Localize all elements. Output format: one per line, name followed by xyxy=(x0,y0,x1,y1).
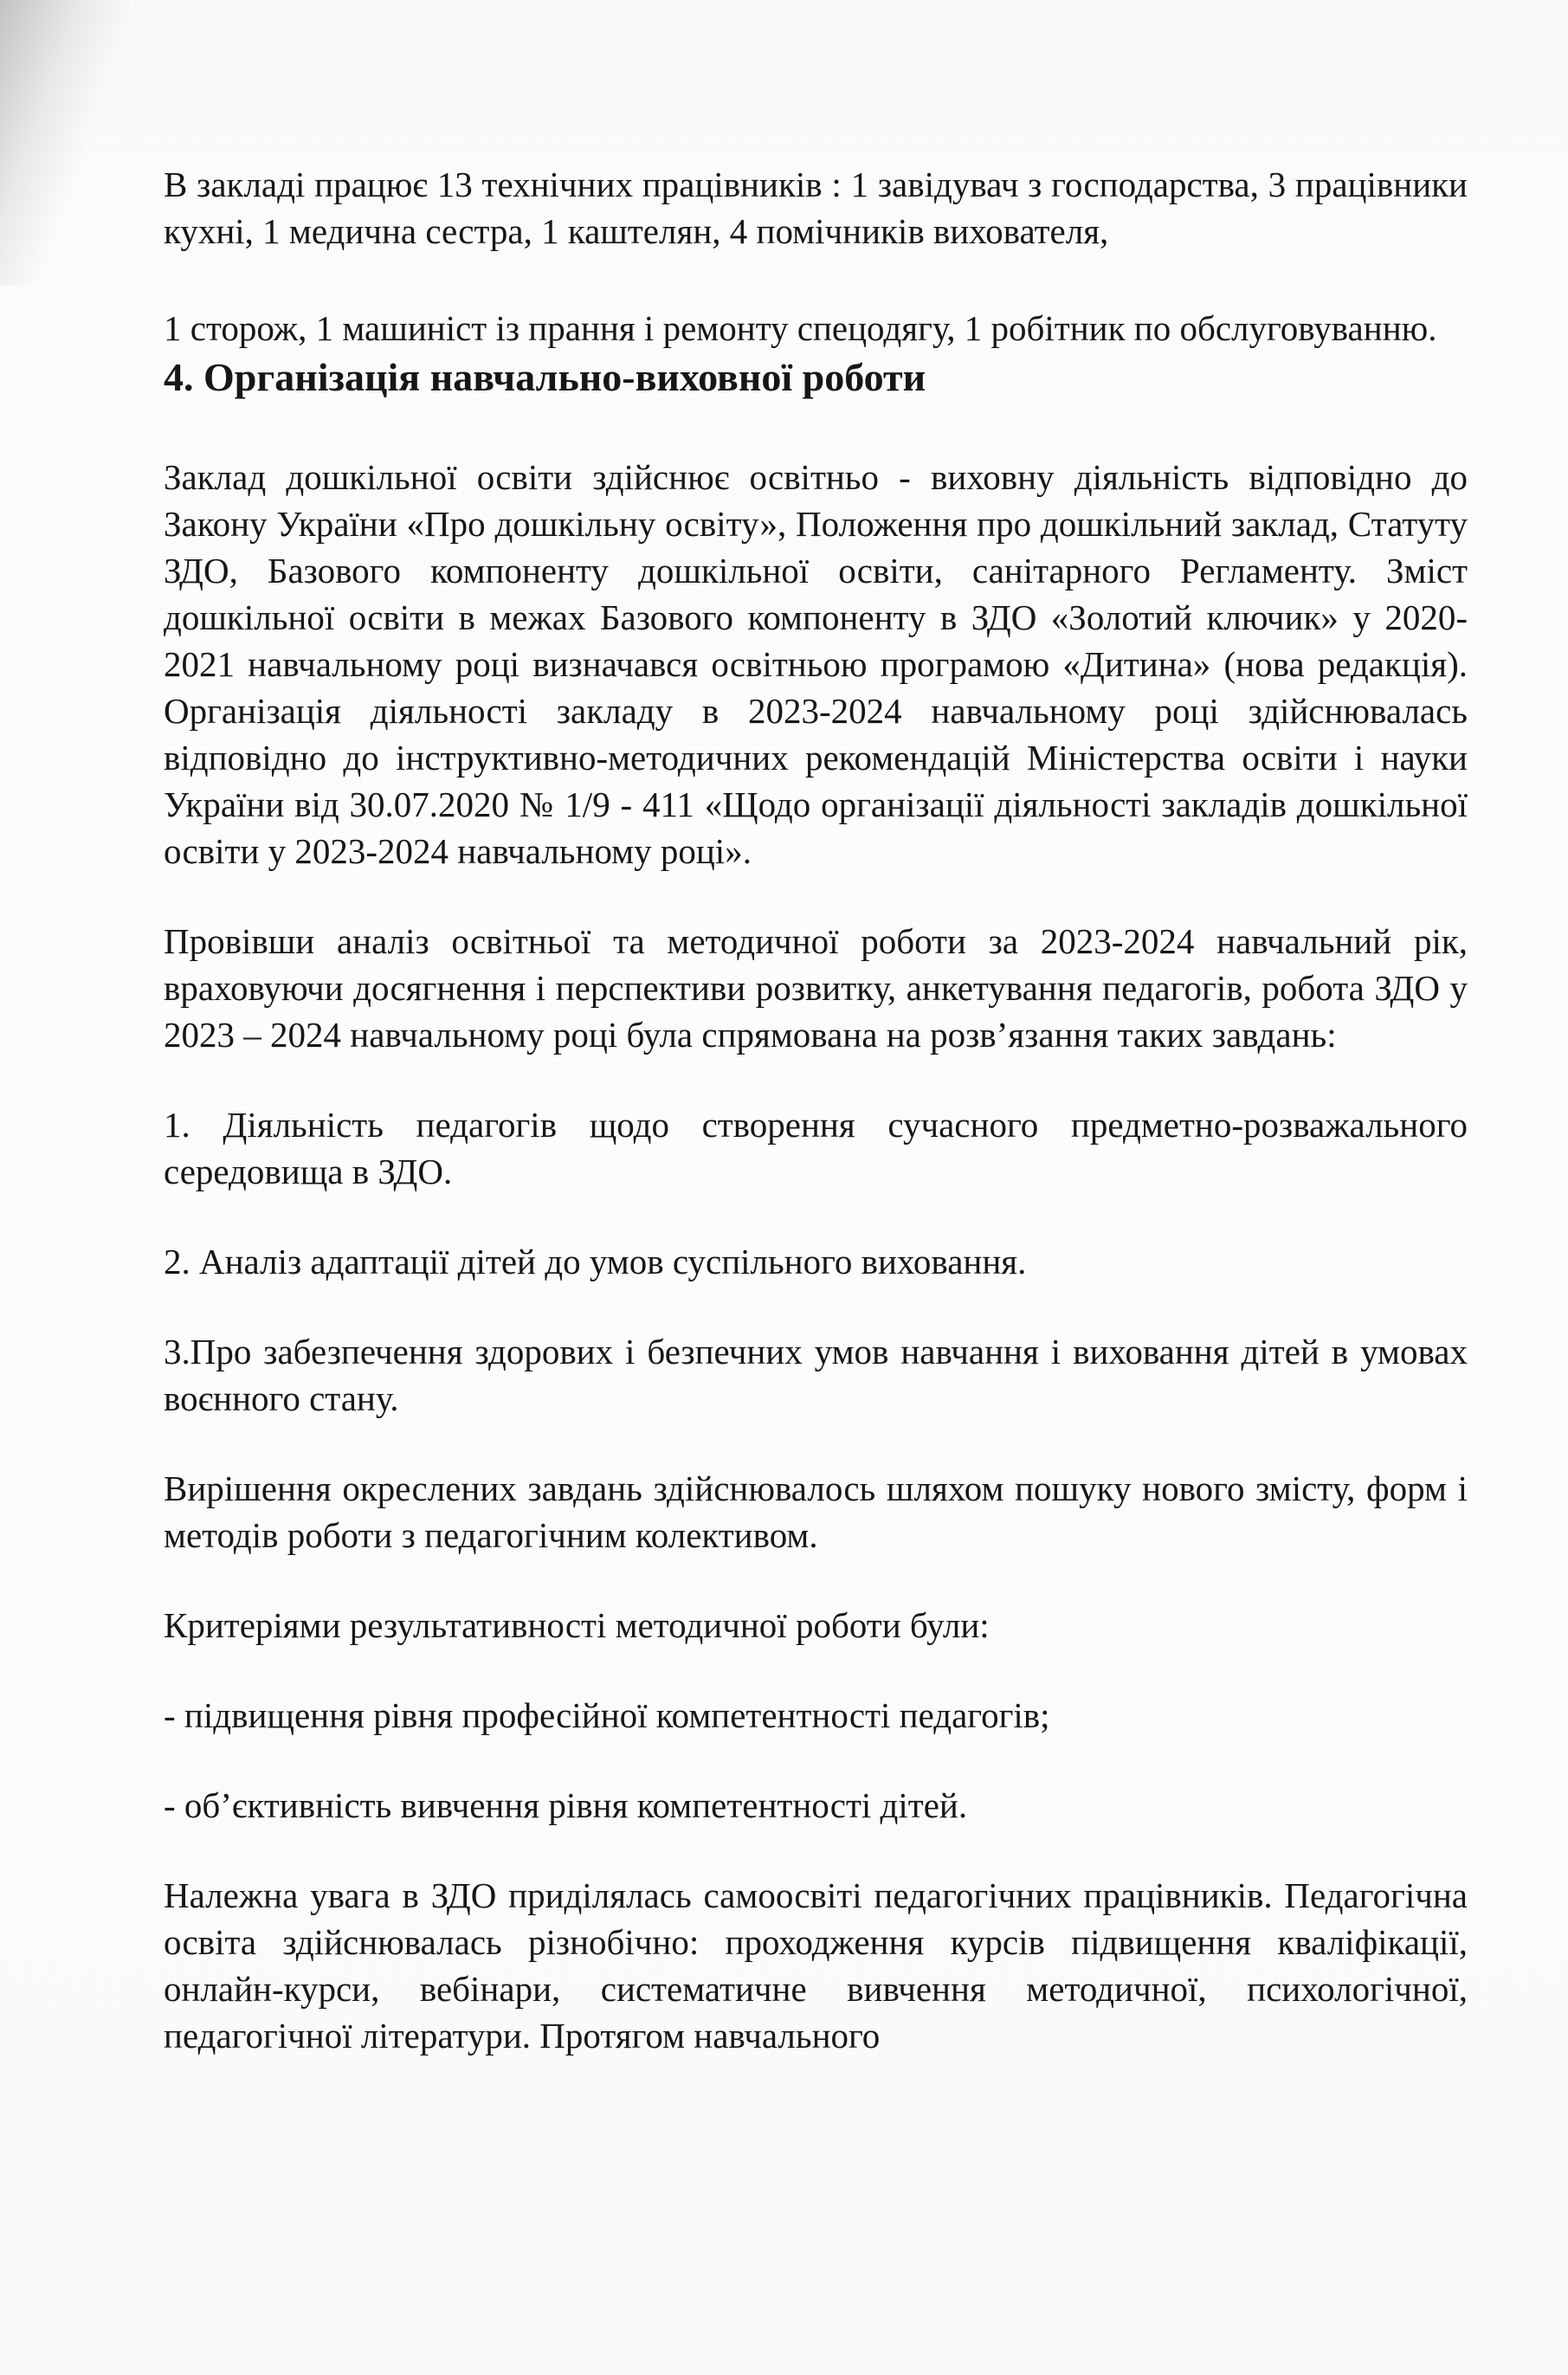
staff-paragraph-continued: 1 сторож, 1 машиніст із прання і ремонту спецодягу, 1 робітник по обслуговуванню. xyxy=(164,308,1437,348)
folded-corner-shadow xyxy=(0,0,130,286)
task-2: 2. Аналіз адаптації дітей до умов суспільного виховання. xyxy=(164,1242,1027,1281)
task-1: 1. Діяльність педагогів щодо створення сучасного предметно-розважального середовища в ЗДО. xyxy=(164,1105,1468,1191)
criteria-intro: Критеріями результативності методичної роботи були: xyxy=(164,1605,990,1645)
document-body xyxy=(164,161,1468,2059)
legal-basis-paragraph: Заклад дошкільної освіти здійснює освітньо - виховну діяльність відповідно до Закону України «Про дошкільну освіту», Положення про дошкільний заклад, Статуту ЗДО, Базового компоненту дошкільної освіти, санітарного Регламенту. Зміст дошкільної освіти в межах Базового компоненту в ЗДО «Золотий ключик» у 2020-2021 навчальному році визначався освітньою програмою «Дитина» (нова редакція). Організація діяльності закладу в 2023-2024 навчальному році здійснювалась відповідно до інструктивно-методичних рекомендацій Міністерства освіти і науки України від 30.07.2020 № 1/9 - 411 «Щодо організації діяльності закладів дошкільної освіти у 2023-2024 навчальному році». xyxy=(164,457,1468,871)
analysis-paragraph: Провівши аналіз освітньої та методичної роботи за 2023-2024 навчальний рік, враховуючи досягнення і перспективи розвитку, анкетування педагогів, робота ЗДО у 2023 – 2024 навчальному році була спрямована на розв’язання таких завдань: xyxy=(164,921,1468,1055)
criteria-item-1: - підвищення рівня професійної компетентності педагогів; xyxy=(164,1695,1050,1735)
task-3: 3.Про забезпечення здорових і безпечних умов навчання і виховання дітей в умовах воєнного стану. xyxy=(164,1332,1468,1418)
criteria-item-2: - об’єктивність вивчення рівня компетентності дітей. xyxy=(164,1785,968,1825)
methods-paragraph: Вирішення окреслених завдань здійснювалось шляхом пошуку нового змісту, форм і методів роботи з педагогічним колективом. xyxy=(164,1468,1468,1555)
self-education-paragraph: Належна увага в ЗДО приділялась самоосвіті педагогічних працівників. Педагогічна освіта здійснювалась різнобічно: проходження курсів підвищення кваліфікації, онлайн-курси, вебінари, систематичне вивчення методичної, психологічної, педагогічної літератури. Протягом навчального xyxy=(164,1875,1468,2056)
section-heading: 4. Організація навчально-виховної роботи xyxy=(164,355,926,399)
staff-paragraph: В закладі працює 13 технічних працівників : 1 завідувач з господарства, 3 працівники кухні, 1 медична сестра, 1 каштелян, 4 помічників вихователя, xyxy=(164,165,1468,251)
